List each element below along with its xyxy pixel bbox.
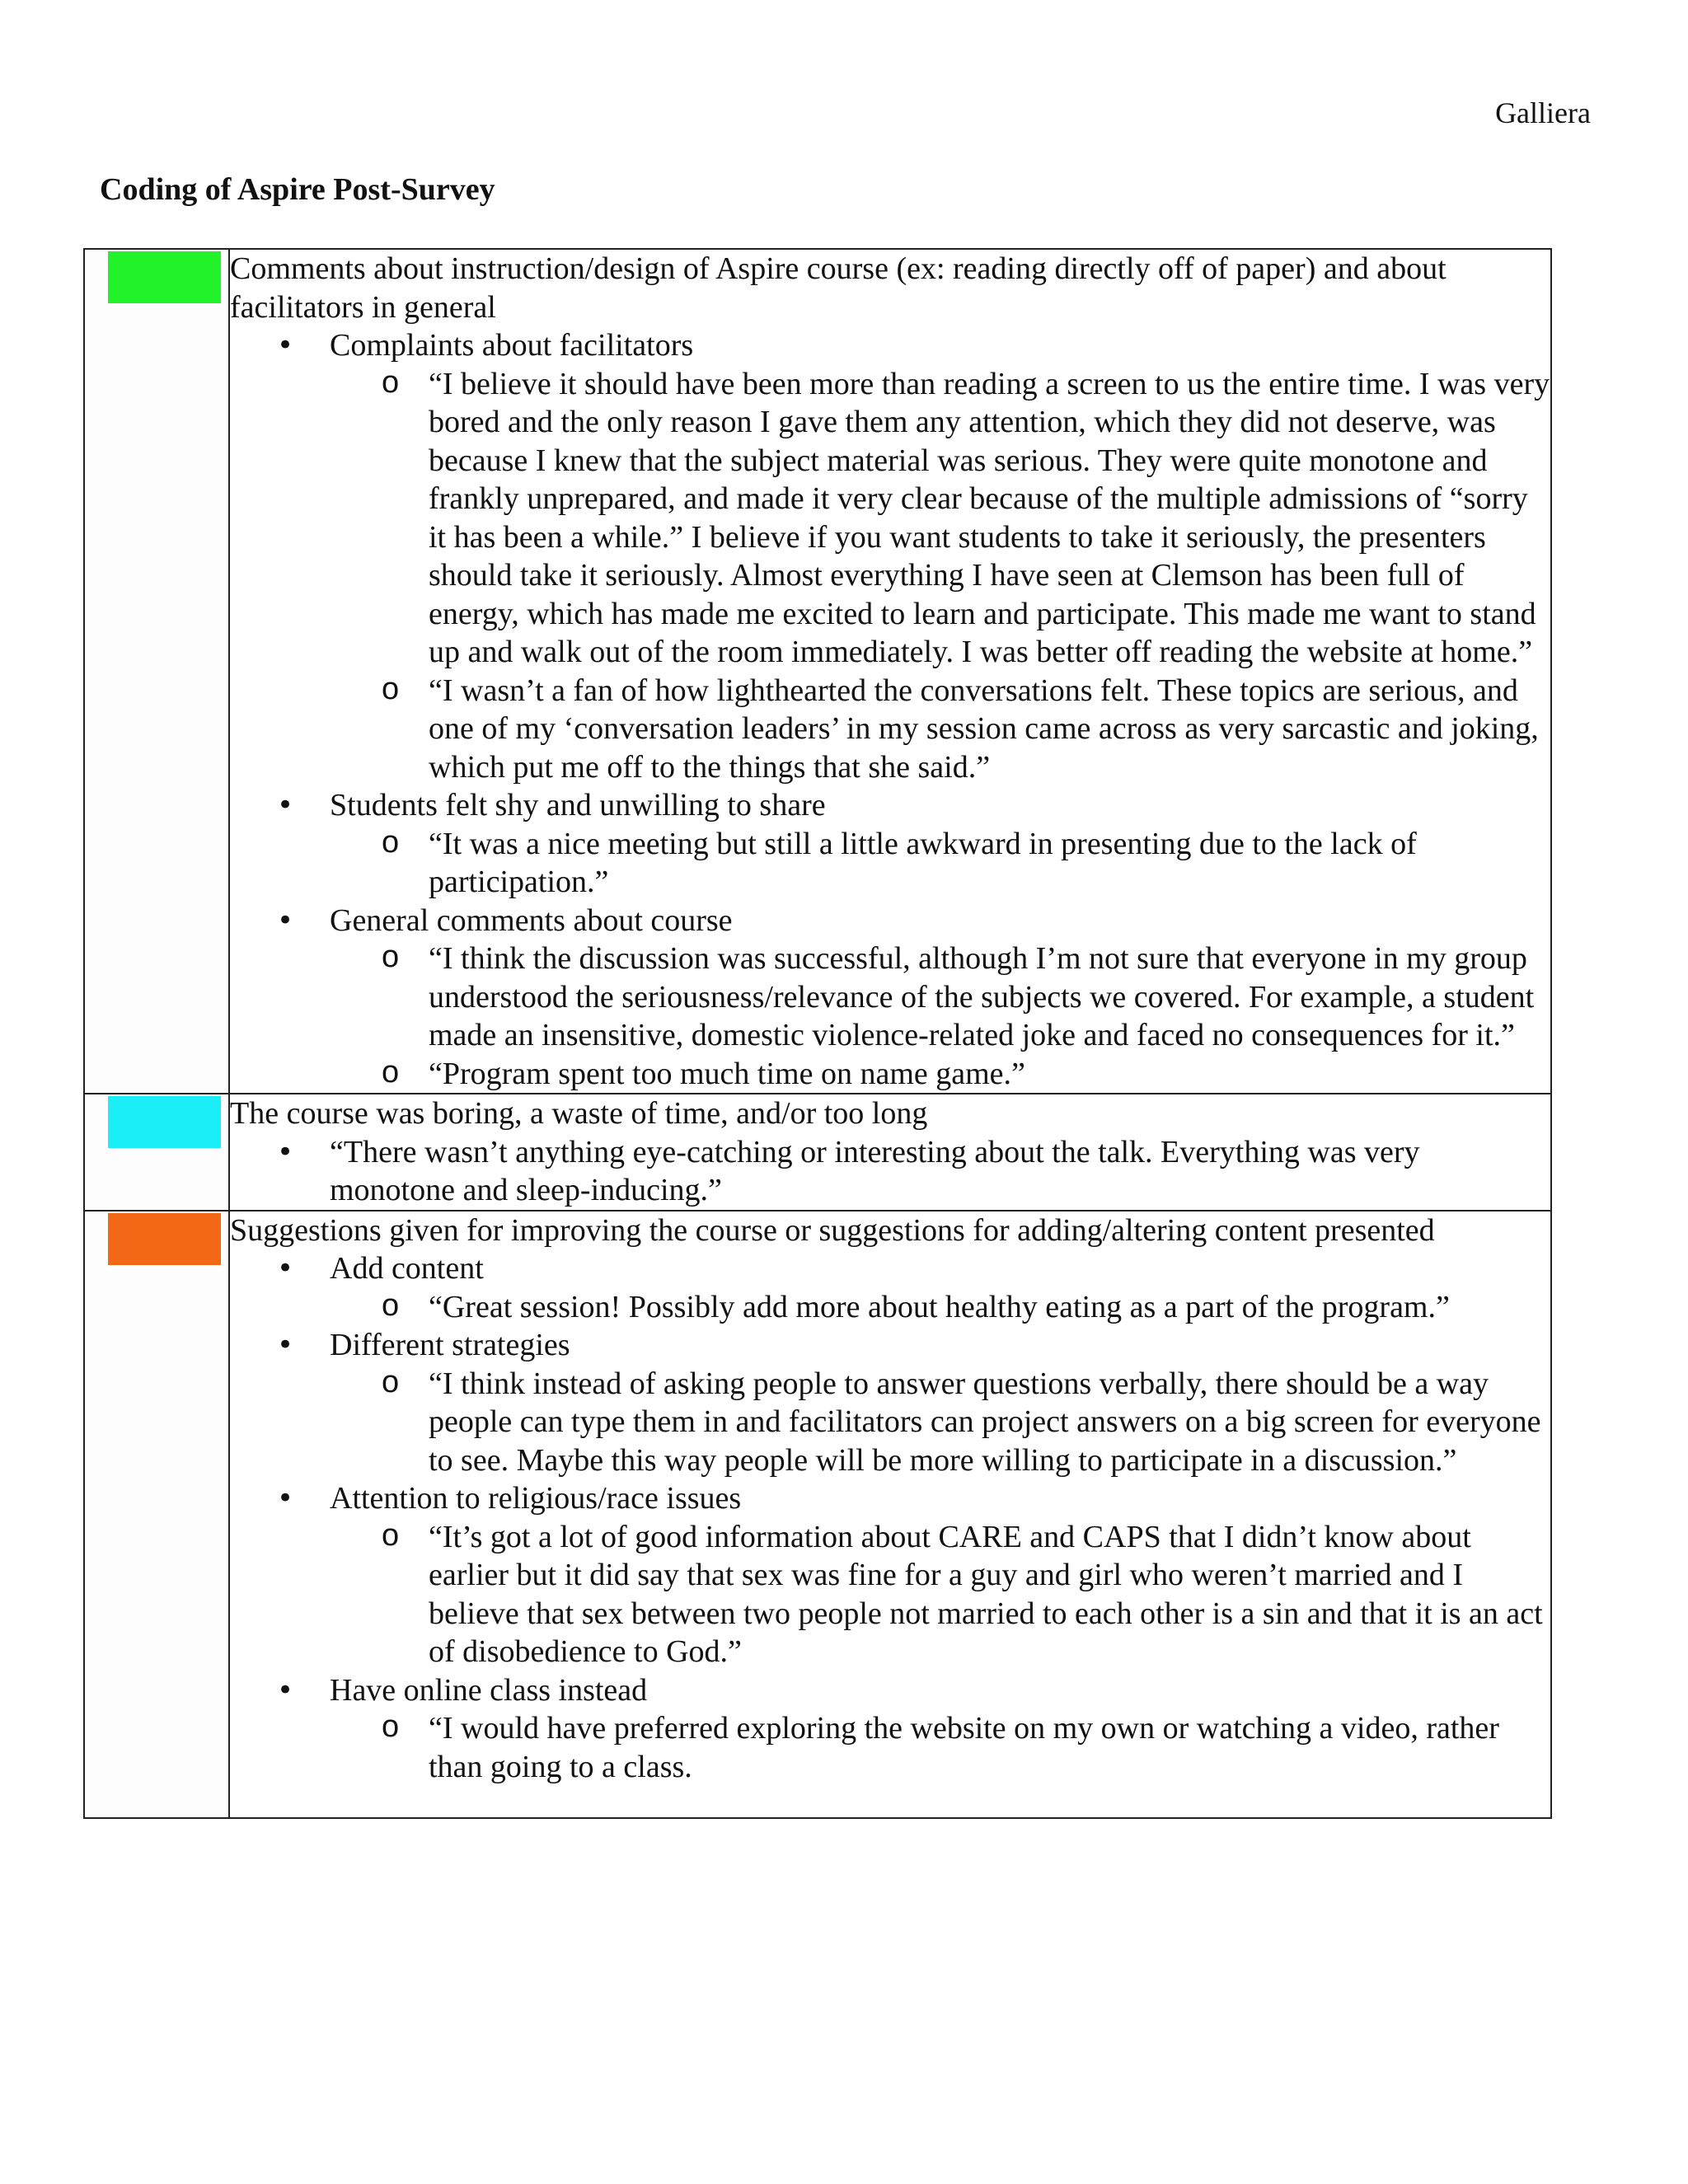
theme-item [230, 1326, 1550, 1479]
category-cell [229, 1211, 1551, 1819]
quote-item: o “I think instead of asking people to answer questions verbally, there should be a way people can type them in and facilitators can project answers on a big screen for everyone to see. Maybe this way people will be more willing to participate in a discussion.” [330, 1365, 1550, 1480]
theme-item [230, 786, 1550, 902]
theme-label: General comments about course [330, 902, 733, 938]
document-title: Coding of Aspire Post-Survey [100, 172, 495, 207]
quote-item: o “I believe it should have been more than reading a screen to us the entire time. I was very bored and the only reason I gave them any attention, which they did not deserve, was because I knew that the subject material was serious. They were quite monotone and frankly unprepared, and made it very clear because of the multiple admissions of “sorry it has been a while.” I believe if you want students to take it seriously, the presenters should take it seriously. Almost everything I have seen at Clemson has been full of energy, which has made me excited to learn and participate. This made me want to stand up and walk out of the room immediately. I was better off reading the website at home.” [330, 365, 1550, 672]
quote-list [330, 940, 1550, 1093]
color-code-cell [84, 249, 229, 1094]
quote-list [330, 1288, 1550, 1327]
theme-item [230, 1671, 1550, 1787]
theme-label: Have online class instead [330, 1672, 648, 1708]
coding-table [83, 248, 1552, 1819]
theme-label: Attention to religious/race issues [330, 1481, 742, 1516]
theme-label: Students felt shy and unwilling to share [330, 788, 826, 823]
theme-list [230, 1249, 1550, 1786]
quote-item: o “Program spent too much time on name game.” [330, 1055, 1550, 1094]
quote-item: o “It was a nice meeting but still a little awkward in presenting due to the lack of participation.” [330, 825, 1550, 902]
theme-label: “There wasn’t anything eye-catching or interesting about the talk. Everything was very monotone and sleep-inducing.” [330, 1134, 1420, 1207]
color-code-cell [84, 1211, 229, 1819]
category-description: Suggestions given for improving the course or suggestions for adding/altering content presented [230, 1212, 1435, 1248]
theme-item [230, 1249, 1550, 1326]
quote-item: o “I wasn’t a fan of how lighthearted the conversations felt. These topics are serious, and one of my ‘conversation leaders’ in my session came across as very sarcastic and joking, which put me off to the things that she said.” [330, 672, 1550, 787]
theme-list [230, 326, 1550, 1093]
coding-row-instruction [84, 249, 1551, 1094]
quote-item: o “I think the discussion was successful, although I’m not sure that everyone in my group understood the seriousness/relevance of the subjects we covered. For example, a student made an insensitive, domestic violence-related joke and faced no consequences for it.” [330, 940, 1550, 1055]
author-header: Galliera [1495, 96, 1591, 129]
color-swatch-orange [108, 1213, 221, 1265]
quote-list [330, 825, 1550, 902]
color-swatch-green [108, 251, 221, 303]
theme-label: Complaints about facilitators [330, 328, 694, 363]
coding-row-boring [84, 1094, 1551, 1211]
category-description: Comments about instruction/design of Aspire course (ex: reading directly off of paper) and about facilitators in general [230, 251, 1447, 325]
coding-row-suggestions [84, 1211, 1551, 1819]
theme-item [230, 1133, 1550, 1210]
color-code-cell [84, 1094, 229, 1211]
quote-item: o “It’s got a lot of good information about CARE and CAPS that I didn’t know about earlier but it did say that sex was fine for a guy and girl who weren’t married and I believe that sex between two people not married to each other is a sin and that it is an act of disobedience to God.” [330, 1518, 1550, 1671]
theme-label: Different strategies [330, 1328, 570, 1362]
quote-list [330, 1518, 1550, 1671]
theme-item [230, 326, 1550, 786]
theme-list [230, 1133, 1550, 1210]
theme-item [230, 902, 1550, 1094]
category-cell [229, 249, 1551, 1094]
theme-label: Add content [330, 1251, 484, 1286]
category-description: The course was boring, a waste of time, and/or too long [230, 1096, 928, 1131]
quote-list [330, 1709, 1550, 1786]
quote-list [330, 1365, 1550, 1480]
quote-item: o “I would have preferred exploring the website on my own or watching a video, rather than going to a class. [330, 1709, 1550, 1786]
quote-list [330, 365, 1550, 787]
theme-item [230, 1479, 1550, 1671]
quote-item: o “Great session! Possibly add more about healthy eating as a part of the program.” [330, 1288, 1550, 1327]
category-cell [229, 1094, 1551, 1211]
color-swatch-cyan [108, 1096, 221, 1148]
